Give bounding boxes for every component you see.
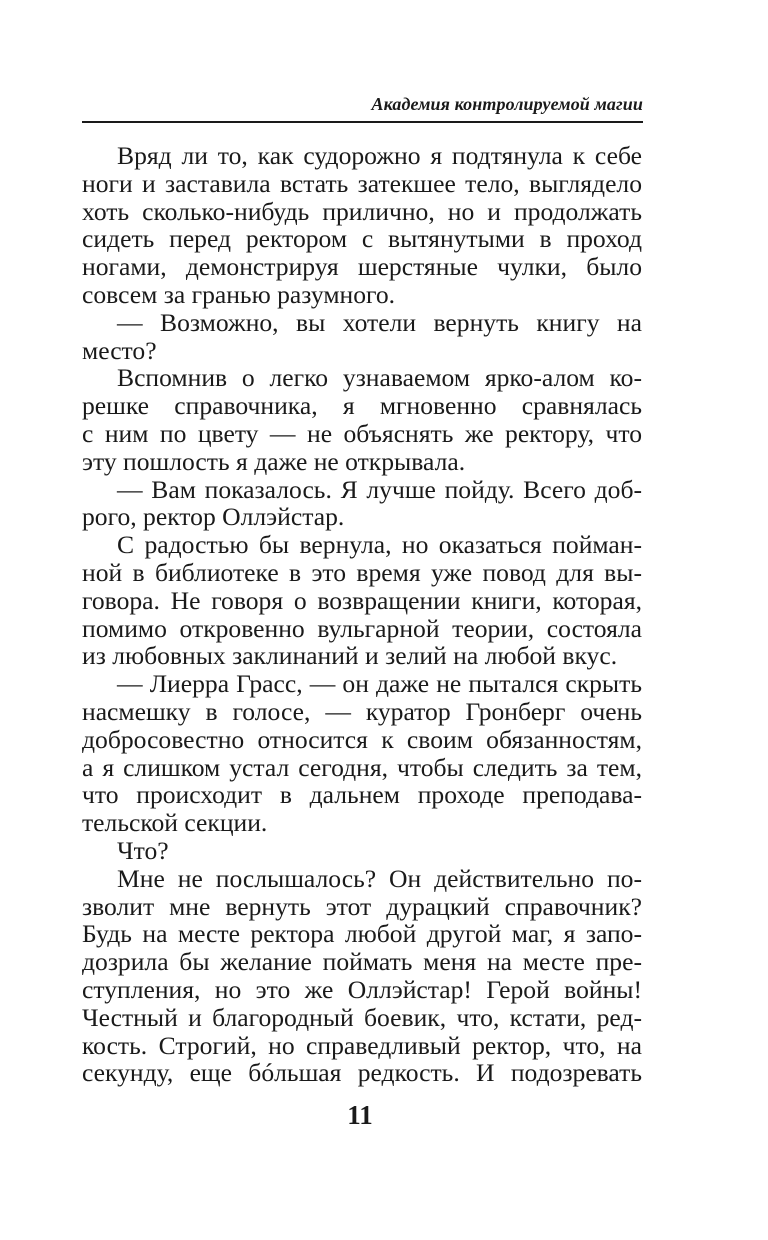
text-line: Мне не послышалось? Он действительно по- (117, 863, 642, 893)
text-line: а я слишком устал сегодня, чтобы следить за тем, (82, 752, 642, 782)
text-line: кость. Строгий, но справедливый ректор, что, на (82, 1030, 642, 1060)
text-line: хоть сколько-нибудь прилично, но и продолжать (82, 196, 642, 226)
page-number: 11 (347, 1100, 373, 1130)
text-line: зволит мне вернуть этот дурацкий справочник? (82, 891, 642, 921)
text-line: из любовных заклинаний и зелий на любой вкус. (82, 641, 618, 671)
text-line: решке справочника, я мгновенно сравнялась (82, 391, 642, 421)
text-line: ноги и заставила встать затекшее тело, выглядело (82, 168, 642, 198)
running-head: Академия контролируемой магии (371, 94, 643, 114)
text-line: говора. Не говоря о возвращении книги, которая, (82, 585, 642, 615)
text-line: место? (82, 335, 157, 365)
text-line: совсем за гранью разумного. (82, 279, 396, 309)
text-line: добросовестно относится к своим обязанностям, (82, 724, 642, 754)
text-line: — Лиерра Грасс, — он даже не пытался скрыть (117, 669, 642, 699)
text-line: Что? (117, 835, 169, 865)
text-line: Вспомнив о легко узнаваемом ярко-алом ко- (117, 363, 642, 393)
text-line: помимо откровенно вульгарной теории, состояла (82, 613, 642, 643)
text-line: ной в библиотеке в это время уже повод для вы- (82, 557, 642, 587)
text-line: тельской секции. (82, 808, 268, 838)
text-line: дозрила бы желание поймать меня на месте пре- (82, 947, 642, 977)
text-line: Честный и благородный боевик, что, кстати, ред- (82, 1002, 642, 1032)
body-text (82, 142, 642, 1087)
text-line: секунду, еще бóльшая редкость. И подозревать (82, 1058, 642, 1088)
text-line: ногами, демонстрируя шерстяные чулки, было (82, 252, 642, 282)
text-line: что происходит в дальнем проходе преподава- (82, 780, 642, 810)
text-line: с ним по цвету — не объяснять же ректору, что (82, 418, 642, 448)
text-line: Будь на месте ректора любой другой маг, я запо- (82, 919, 642, 949)
text-line: эту пошлость я даже не открывала. (82, 446, 466, 476)
text-line: Вряд ли то, как судорожно я подтянула к себе (117, 141, 642, 170)
header-rule (82, 121, 643, 123)
text-line: — Возможно, вы хотели вернуть книгу на (117, 307, 642, 337)
text-line: С радостью бы вернула, но оказаться пойман- (117, 530, 642, 560)
text-line: насмешку в голосе, — куратор Гронберг очень (82, 696, 642, 726)
text-line: сидеть перед ректором с вытянутыми в проход (82, 224, 642, 254)
text-line: рого, ректор Оллэйстар. (82, 502, 345, 532)
text-line: — Вам показалось. Я лучше пойду. Всего доб- (117, 474, 642, 504)
text-line: ступления, но это же Оллэйстар! Герой войны! (82, 974, 642, 1004)
